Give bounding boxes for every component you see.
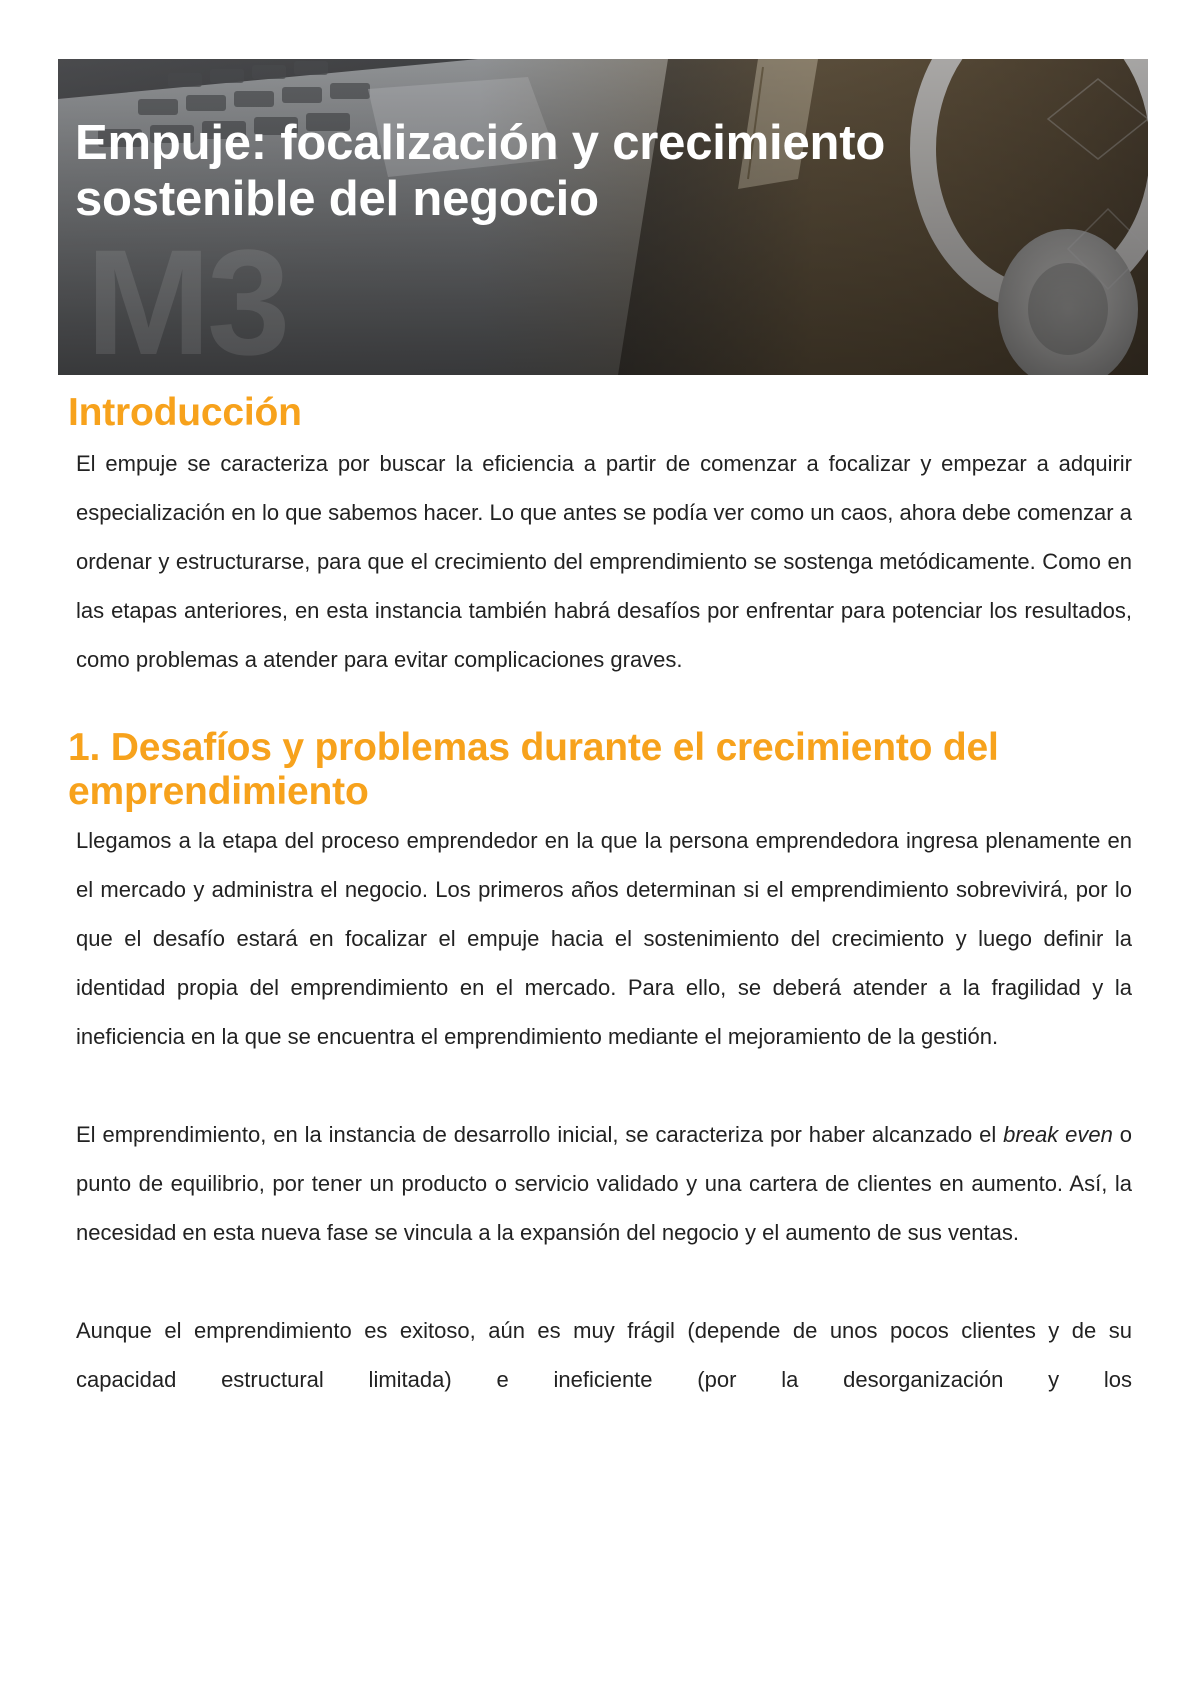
section-1-heading: 1. Desafíos y problemas durante el crecimiento del emprendimiento xyxy=(68,726,999,813)
section-1-paragraph-2 xyxy=(68,1110,1132,1257)
page-title-line-1: Empuje: focalización y crecimiento xyxy=(75,116,886,170)
intro-paragraph: El empuje se caracteriza por buscar la eficiencia a partir de comenzar a focalizar y empezar a adquirir especialización en lo que sabemos hacer. Lo que antes se podía ver como un caos, ahora debe comenzar a ordenar y estructurarse, para que el crecimiento del emprendimiento se sostenga metódicamente. Como en las etapas anteriores, en esta instancia también habrá desafíos por enfrentar para potenciar los resultados, como problemas a atender para evitar complicaciones graves. xyxy=(76,451,1132,672)
section-spacer xyxy=(68,684,1132,714)
document-body xyxy=(68,391,1132,1404)
intro-heading: Introducción xyxy=(68,391,302,434)
section-1-paragraph-1: Llegamos a la etapa del proceso emprendedor en la que la persona emprendedora ingresa plenamente en el mercado y administra el negocio. Los primeros años determinan si el emprendimiento sobrevivirá, por lo que el desafío estará en focalizar el empuje hacia el sostenimiento del crecimiento y luego definir la identidad propia del emprendimiento en el mercado. Para ello, se deberá atender a la fragilidad y la ineficiencia en la que se encuentra el emprendimiento mediante el mejoramiento de la gestión. xyxy=(76,828,1132,1049)
page-title-line-2: sostenible del negocio xyxy=(75,172,599,226)
paragraph-2-text-start: El emprendimiento, en la instancia de desarrollo inicial, se caracteriza por haber alcanzado el xyxy=(76,1122,1004,1147)
section-1-paragraph-3: Aunque el emprendimiento es exitoso, aún es muy frágil (depende de unos pocos clientes y de su capacidad estructural limitada) e ineficiente (por la desorganización y los xyxy=(76,1318,1132,1392)
break-even-term: break even xyxy=(1003,1122,1113,1147)
page-title xyxy=(75,115,885,227)
header-banner xyxy=(58,59,1148,375)
paragraph-2-text-end: o punto de equilibrio, por tener un producto o servicio validado y una cartera de clientes en aumento. Así, la necesidad en esta nueva fase se vincula a la expansión del negocio y el aumento de sus ventas. xyxy=(76,1122,1132,1245)
module-watermark: M3 xyxy=(86,218,287,375)
